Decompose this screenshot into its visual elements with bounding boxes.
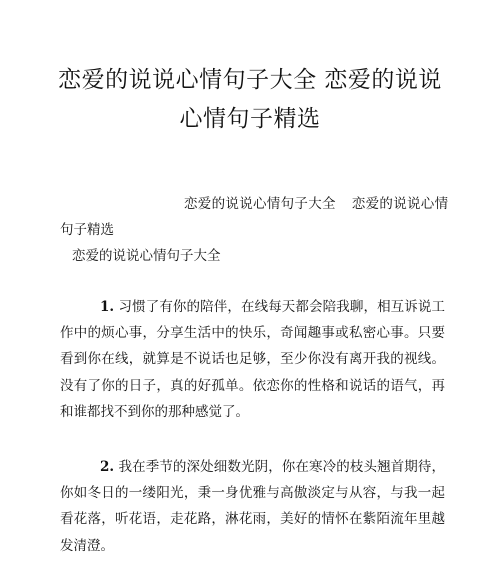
intro-part-2: 恋爱的说说心情 <box>351 196 449 212</box>
paragraph-text: 我在季节的深处细数光阴，你在寒冷的枝头翘首期待，你如冬日的一缕阳光，秉一身优雅与高傲淡定与从容，与我一起看花落，听花语，走花路，淋花雨，美好的情怀在紫陌流年里越发清澄。 <box>60 459 445 554</box>
paragraph-number: 1. <box>100 299 115 315</box>
intro-part-1: 恋爱的说说心情句子大全 <box>184 196 336 212</box>
paragraph-1 <box>60 294 445 425</box>
paragraph-text: 习惯了有你的陪伴，在线每天都会陪我聊，相互诉说工作中的烦心事，分享生活中的快乐，奇闻趣事或私密心事。只要看到你在线，就算是不说话也足够，至少你没有离开我的视线。没有了你的日子，真的好孤单。依恋你的性格和说话的语气，再和谁都找不到你的那种感觉了。 <box>60 299 445 420</box>
intro-line-1 <box>184 195 448 213</box>
intro-line-3: 恋爱的说说心情句子大全 <box>72 248 221 264</box>
document-title-line-2: 心情句子精选 <box>179 106 321 132</box>
document-title-line-1: 恋爱的说说心情句子大全 恋爱的说说 <box>58 67 442 93</box>
paragraph-2 <box>60 454 445 559</box>
paragraph-number: 2. <box>100 459 115 475</box>
intro-line-2: 句子精选 <box>60 222 114 238</box>
